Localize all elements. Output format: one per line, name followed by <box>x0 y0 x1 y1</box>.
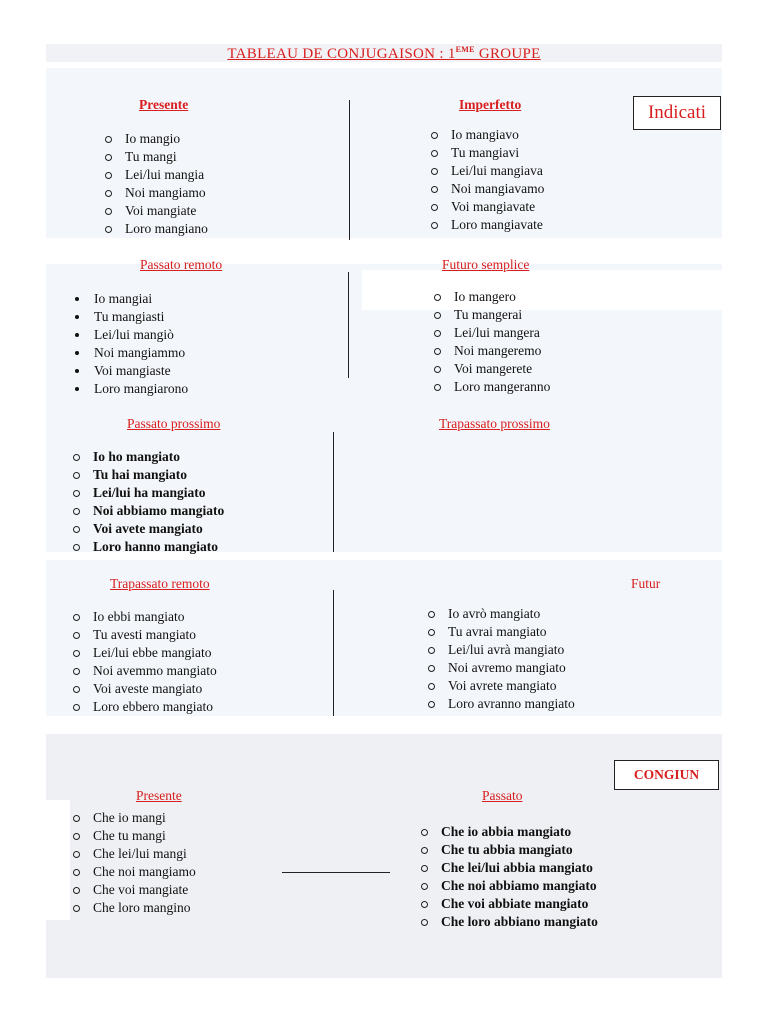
passato-remoto-list <box>70 290 188 398</box>
imperfetto-list <box>427 126 544 234</box>
list-item: Lei/lui mangia <box>101 166 208 184</box>
column-divider <box>349 100 350 240</box>
heading-futuro-semplice: Futuro semplice <box>442 257 530 272</box>
list-item: Che lei/lui abbia mangiato <box>417 859 598 877</box>
list-item: Io mangio <box>101 130 208 148</box>
subjunctive-label-box: CONGIUN <box>614 760 719 790</box>
list-item: Che lei/lui mangi <box>69 845 196 863</box>
column-divider <box>333 590 334 716</box>
list-item: Tu mangerai <box>430 306 550 324</box>
page-title: TABLEAU DE CONJUGAISON : 1EME GROUPE <box>227 45 541 62</box>
column-divider <box>348 272 349 378</box>
column-divider <box>333 432 334 552</box>
gap-band <box>46 800 70 920</box>
heading-subj-passato: Passato <box>482 788 523 803</box>
list-item: Loro hanno mangiato <box>69 538 224 556</box>
list-item: Io mangiavo <box>427 126 544 144</box>
heading-subj-presente: Presente <box>136 788 182 803</box>
list-item: Voi avete mangiato <box>69 520 224 538</box>
heading-trapassato-prossimo: Trapassato prossimo <box>439 416 550 431</box>
divider-line <box>282 872 390 873</box>
list-item: Loro mangeranno <box>430 378 550 396</box>
heading-trapassato-remoto: Trapassato remoto <box>110 576 210 591</box>
list-item: Voi mangiaste <box>70 362 188 380</box>
list-item: Che tu abbia mangiato <box>417 841 598 859</box>
trapassato-remoto-list <box>69 608 217 716</box>
list-item: Che noi abbiamo mangiato <box>417 877 598 895</box>
indicative-label-box: Indicati <box>633 96 721 130</box>
list-item: Lei/lui mangera <box>430 324 550 342</box>
list-item: Noi mangeremo <box>430 342 550 360</box>
list-item: Lei/lui avrà mangiato <box>424 641 575 659</box>
presente-list <box>101 130 208 238</box>
list-item: Tu hai mangiato <box>69 466 224 484</box>
list-item: Loro avranno mangiato <box>424 695 575 713</box>
list-item: Lei/lui mangiava <box>427 162 544 180</box>
list-item: Loro mangiarono <box>70 380 188 398</box>
list-item: Io mangiai <box>70 290 188 308</box>
list-item: Lei/lui ebbe mangiato <box>69 644 217 662</box>
list-item: Loro mangiavate <box>427 216 544 234</box>
list-item: Che io abbia mangiato <box>417 823 598 841</box>
list-item: Io avrò mangiato <box>424 605 575 623</box>
list-item: Che voi mangiate <box>69 881 196 899</box>
list-item: Voi avrete mangiato <box>424 677 575 695</box>
list-item: Che noi mangiamo <box>69 863 196 881</box>
list-item: Io ho mangiato <box>69 448 224 466</box>
list-item: Che tu mangi <box>69 827 196 845</box>
passato-prossimo-list <box>69 448 224 556</box>
heading-passato-remoto: Passato remoto <box>140 257 223 272</box>
subj-presente-list <box>69 809 196 917</box>
list-item: Io mangero <box>430 288 550 306</box>
list-item: Noi mangiavamo <box>427 180 544 198</box>
list-item: Voi mangerete <box>430 360 550 378</box>
futur-list <box>424 605 575 713</box>
list-item: Voi mangiate <box>101 202 208 220</box>
list-item: Tu mangi <box>101 148 208 166</box>
list-item: Che voi abbiate mangiato <box>417 895 598 913</box>
list-item: Io ebbi mangiato <box>69 608 217 626</box>
list-item: Noi abbiamo mangiato <box>69 502 224 520</box>
list-item: Che loro abbiano mangiato <box>417 913 598 931</box>
list-item: Lei/lui ha mangiato <box>69 484 224 502</box>
list-item: Lei/lui mangiò <box>70 326 188 344</box>
list-item: Che loro mangino <box>69 899 196 917</box>
heading-futur: Futur <box>631 576 661 591</box>
subj-passato-list <box>417 823 598 931</box>
futuro-semplice-list <box>430 288 550 396</box>
list-item: Noi avremo mangiato <box>424 659 575 677</box>
list-item: Tu avesti mangiato <box>69 626 217 644</box>
list-item: Noi mangiammo <box>70 344 188 362</box>
list-item: Noi mangiamo <box>101 184 208 202</box>
list-item: Tu mangiavi <box>427 144 544 162</box>
list-item: Tu avrai mangiato <box>424 623 575 641</box>
heading-imperfetto: Imperfetto <box>459 97 522 112</box>
list-item: Loro mangiano <box>101 220 208 238</box>
list-item: Che io mangi <box>69 809 196 827</box>
list-item: Noi avemmo mangiato <box>69 662 217 680</box>
heading-presente: Presente <box>139 97 189 112</box>
list-item: Tu mangiasti <box>70 308 188 326</box>
list-item: Loro ebbero mangiato <box>69 698 217 716</box>
list-item: Voi aveste mangiato <box>69 680 217 698</box>
list-item: Voi mangiavate <box>427 198 544 216</box>
heading-passato-prossimo: Passato prossimo <box>127 416 221 431</box>
